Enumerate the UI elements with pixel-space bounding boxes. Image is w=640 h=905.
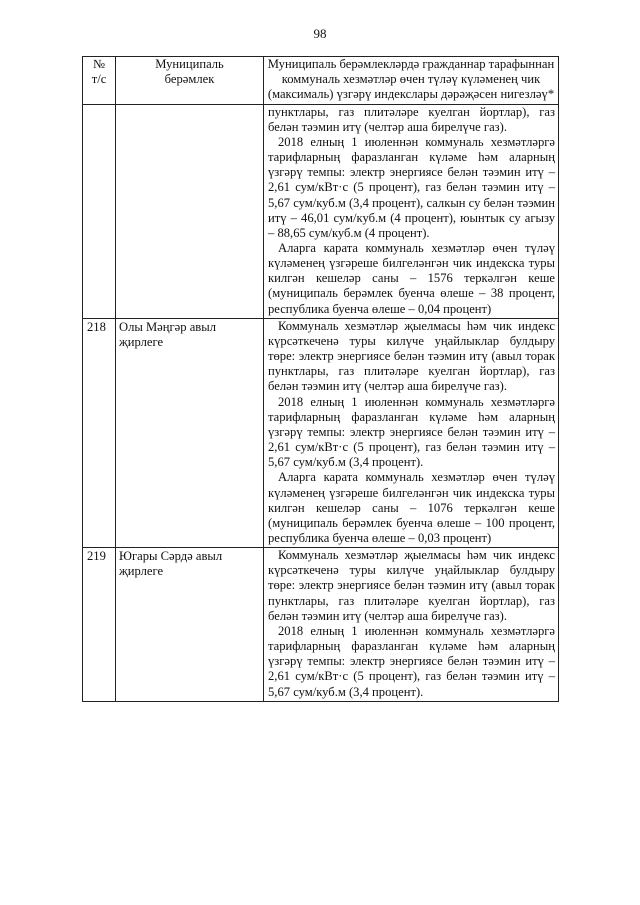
header-municipality: Муниципаль берәмлек <box>116 57 264 105</box>
row-number: 219 <box>83 548 116 702</box>
row-number: 218 <box>83 318 116 547</box>
paragraph: 2018 елның 1 июленнән коммуналь хезмәтләргә тарифларның фаразланган күләме һәм аларның үзгәрү темпы: электр энергиясе белән тәэмин итү – 2,61 сум/кВт·с (5 процент), газ белән тәэмин итү – 5,67 сум/куб.м (3,4 процент), салкын су белән тәэмин итү – 46,01 сум/куб.м (4 процент), юынтык су агызу – 88,65 сум/куб.м (4 процент). <box>268 134 555 240</box>
paragraph: Аларга карата коммуналь хезмәтләр өчен түләү күләменең үзгәреше билгеләнгән чик индекска туры килгән кешеләр саны – 1576 теркәлгән кеше (муниципаль берәмлек буенча өлеше – 38 процент, республика буенча өлеше – 0,04 процент) <box>268 241 555 316</box>
table-row <box>83 318 559 547</box>
row-municipality: Югары Сәрдә авыл җирлеге <box>116 548 264 702</box>
row-municipality <box>116 104 264 318</box>
table-row <box>83 104 559 318</box>
table-row <box>83 548 559 702</box>
tariff-table <box>82 56 559 702</box>
header-number: № т/с <box>83 57 116 105</box>
paragraph: Аларга карата коммуналь хезмәтләр өчен түләү күләменең үзгәреше билгеләнгән чик индекска туры килгән кешеләр саны – 1076 теркәлгән кеше (муниципаль берәмлек буенча өлеше – 100 процент, республика буенча өлеше – 0,03 процент) <box>268 470 555 545</box>
table-header-row <box>83 57 559 105</box>
row-municipality: Олы Мәңгәр авыл җирлеге <box>116 318 264 547</box>
paragraph: 2018 елның 1 июленнән коммуналь хезмәтләргә тарифларның фаразланган күләме һәм аларның үзгәрү темпы: электр энергиясе белән тәэмин итү – 2,61 сум/кВт·с (5 процент), газ белән тәэмин итү – 5,67 сум/куб.м (3,4 процент). <box>268 623 555 699</box>
row-description <box>264 104 559 318</box>
row-description <box>264 548 559 702</box>
paragraph: 2018 елның 1 июленнән коммуналь хезмәтләргә тарифларның фаразланган күләме һәм аларның үзгәрү темпы: электр энергиясе белән тәэмин итү – 2,61 сум/кВт·с (5 процент), газ белән тәэмин итү – 5,67 сум/куб.м (3,4 процент). <box>268 394 555 470</box>
row-number <box>83 104 116 318</box>
paragraph: пунктлары, газ плитәләре куелган йортлар), газ белән тәэмин итү (челтәр аша бирелүче газ). <box>268 104 555 134</box>
header-description: Муниципаль берәмлекләрдә гражданнар тарафыннан коммуналь хезмәтләр өчен түләү күләменең чик (максималь) үзгәрү индекслары дәрәҗәсен нигезләү* <box>264 57 559 105</box>
page-number: 98 <box>313 26 327 41</box>
paragraph: Коммуналь хезмәтләр җыелмасы һәм чик индекс күрсәткеченә туры килүче уңайлыклар булдыру төре: электр энергиясе белән тәэмин итү (авыл торак пунктлары, газ плитәләре куелган йортлар), газ белән тәэмин итү (челтәр аша бирелүче газ). <box>268 318 555 394</box>
paragraph: Коммуналь хезмәтләр җыелмасы һәм чик индекс күрсәткеченә туры килүче уңайлыклар булдыру төре: электр энергиясе белән тәэмин итү (авыл торак пунктлары, газ плитәләре куелган йортлар), газ белән тәэмин итү (челтәр аша бирелүче газ). <box>268 548 555 623</box>
row-description <box>264 318 559 547</box>
